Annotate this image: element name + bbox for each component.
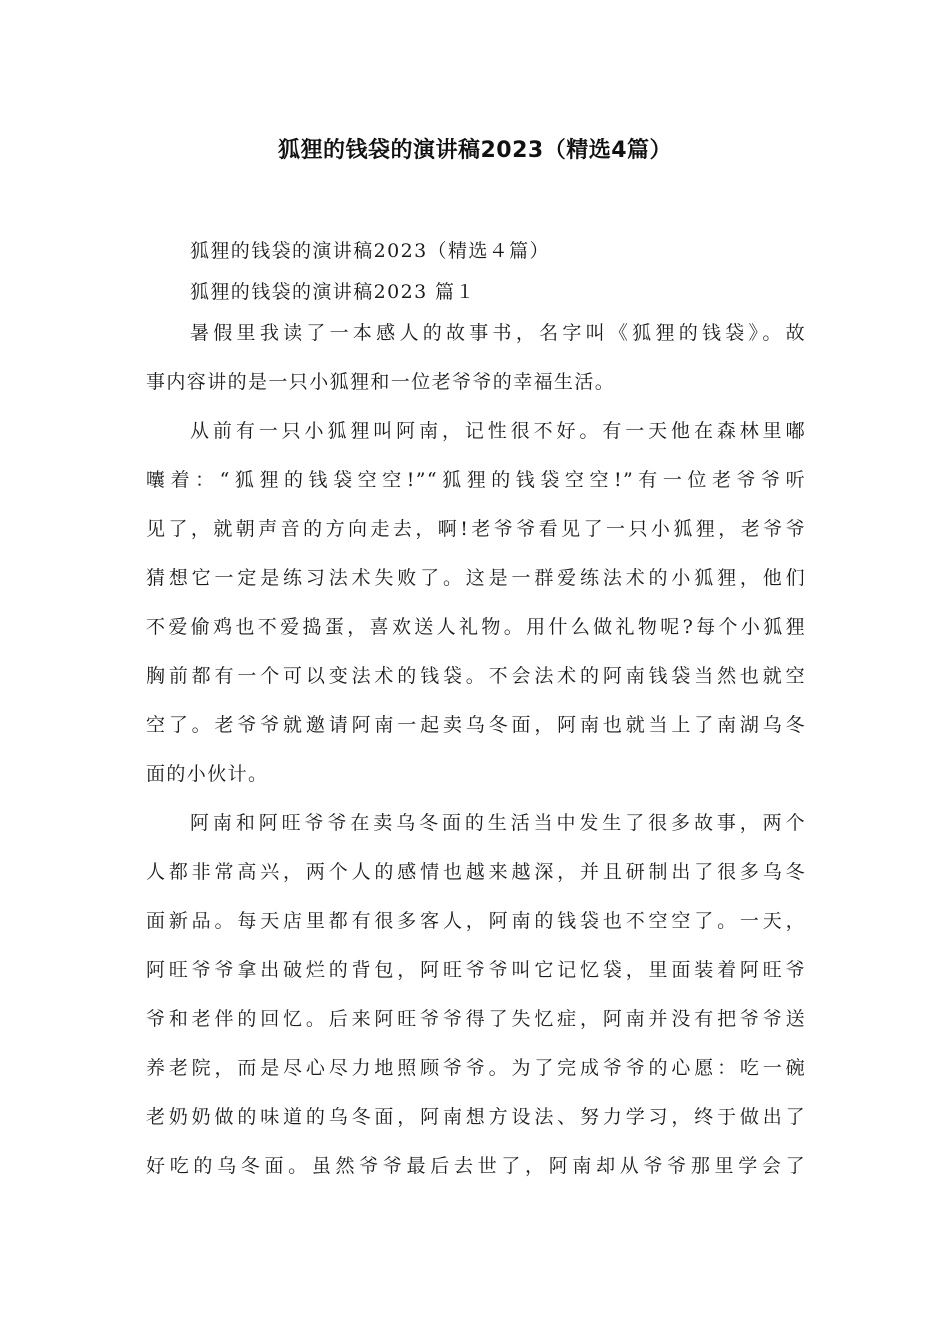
paragraph-line: 面新品。每天店里都有很多客人，阿南的钱袋也不空空了。一天， — [146, 910, 806, 932]
paragraph-line: 养老院，而是尽心尽力地照顾爷爷。为了完成爷爷的心愿：吃一碗 — [146, 1057, 806, 1079]
paragraph-line: 阿南和阿旺爷爷在卖乌冬面的生活当中发生了很多故事，两个 — [190, 812, 806, 834]
paragraph-line: 阿旺爷爷拿出破烂的背包，阿旺爷爷叫它记忆袋，里面装着阿旺爷 — [146, 959, 806, 981]
paragraph-line: 囔着：“狐狸的钱袋空空!”“狐狸的钱袋空空!”有一位老爷爷听 — [146, 469, 806, 491]
paragraph-line: 从前有一只小狐狸叫阿南，记性很不好。有一天他在森林里嘟 — [190, 420, 806, 442]
paragraph — [146, 804, 806, 1185]
paragraph-line: 事内容讲的是一只小狐狸和一位老爷爷的幸福生活。 — [146, 371, 616, 393]
paragraph-line: 见了，就朝声音的方向走去，啊!老爷爷看见了一只小狐狸，老爷爷 — [146, 518, 806, 540]
document-body — [146, 232, 806, 1185]
paragraph-line: 猜想它一定是练习法术失败了。这是一群爱练法术的小狐狸，他们 — [146, 567, 806, 589]
paragraph-line: 面的小伙计。 — [146, 763, 269, 785]
paragraph-line: 暑假里我读了一本感人的故事书，名字叫《狐狸的钱袋》。故 — [190, 322, 806, 344]
paragraph-line: 胸前都有一个可以变法术的钱袋。不会法术的阿南钱袋当然也就空 — [146, 665, 806, 687]
subtitle-line: 狐狸的钱袋的演讲稿2023（精选４篇） — [190, 240, 550, 262]
paragraph-line: 空了。老爷爷就邀请阿南一起卖乌冬面，阿南也就当上了南湖乌冬 — [146, 714, 806, 736]
paragraph-line: 不爱偷鸡也不爱捣蛋，喜欢送人礼物。用什么做礼物呢?每个小狐狸 — [146, 616, 806, 638]
document-title: 狐狸的钱袋的演讲稿2023（精选4篇） — [277, 138, 673, 163]
paragraph — [146, 412, 806, 793]
paragraph — [146, 314, 806, 401]
paragraph-line: 老奶奶做的味道的乌冬面，阿南想方设法、努力学习，终于做出了 — [146, 1106, 806, 1128]
paragraph-line: 爷和老伴的回忆。后来阿旺爷爷得了失忆症，阿南并没有把爷爷送 — [146, 1008, 806, 1030]
paragraph-line: 人都非常高兴，两个人的感情也越来越深，并且研制出了很多乌冬 — [146, 861, 806, 883]
paragraph-line: 好吃的乌冬面。虽然爷爷最后去世了，阿南却从爷爷那里学会了 — [146, 1155, 806, 1177]
section-heading: 狐狸的钱袋的演讲稿2023 篇１ — [190, 281, 476, 303]
